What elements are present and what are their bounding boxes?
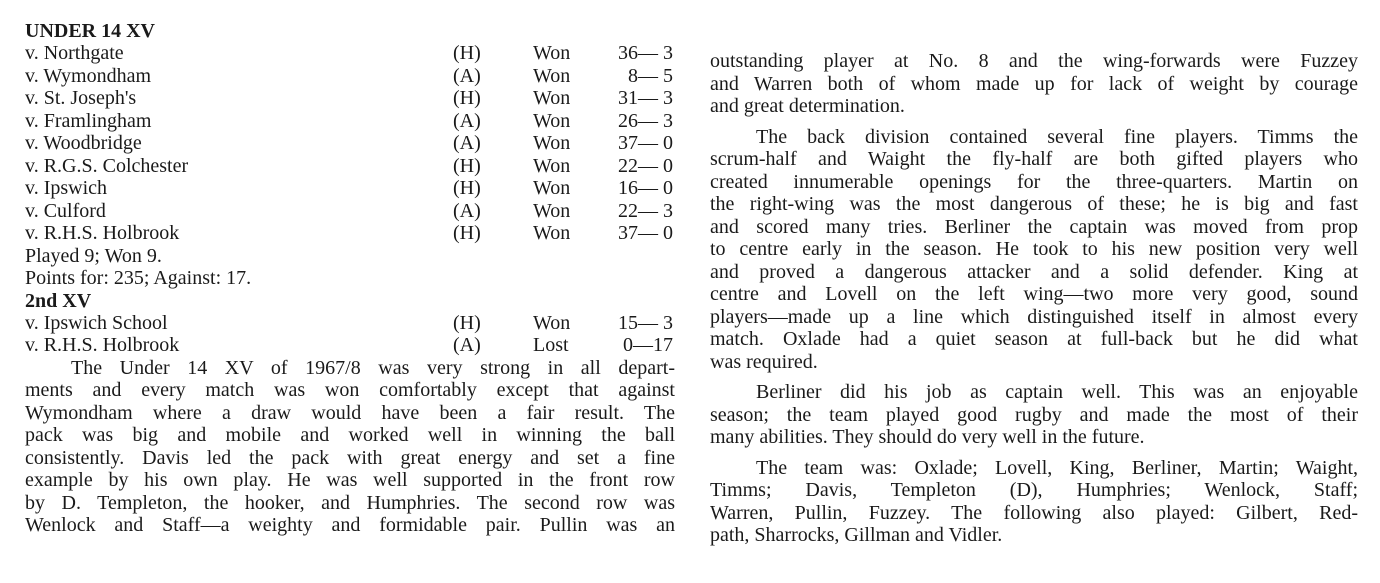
text-line: Wymondham where a draw would have been a fair result. The	[25, 401, 675, 424]
text-line: consistently. Davis led the pack with great energy and set a fine	[25, 446, 675, 469]
summary-points: Points for: 235; Against: 17.	[25, 267, 252, 289]
fixture-venue: (A)	[453, 64, 481, 87]
text-line: The back division contained several fine players. Timms the	[756, 125, 1358, 148]
report-paragraph	[710, 457, 1358, 547]
fixture-venue: (A)	[453, 334, 481, 356]
fixture-venue: (H)	[453, 154, 481, 177]
text-line: Warren, Pullin, Fuzzey. The following also played: Gilbert, Red-	[710, 501, 1358, 524]
fixture-row	[25, 334, 675, 357]
fixture-row	[25, 132, 675, 155]
text-line: the right-wing was the most dangerous of these; he is big and fast	[710, 193, 1358, 215]
fixture-score: 31— 3	[618, 87, 673, 109]
fixture-score: 36— 3	[618, 42, 673, 64]
text-line: pack was big and mobile and worked well in winning the ball	[25, 424, 675, 446]
text-line: scrum-half and Waight the fly-half are both gifted players who	[710, 148, 1358, 170]
report-paragraph	[710, 126, 1358, 374]
text-line: match. Oxlade had a quiet season at full-back but he did what	[710, 328, 1358, 350]
fixture-result: Won	[533, 154, 571, 177]
fixture-score: 26— 3	[618, 109, 673, 132]
fixture-score: 37— 0	[618, 222, 673, 244]
fixture-result: Lost	[533, 334, 569, 356]
fixture-score: 22— 3	[618, 199, 673, 222]
fixture-venue: (H)	[453, 42, 481, 64]
text-line: by D. Templeton, the hooker, and Humphries. The second row was	[25, 491, 675, 514]
text-line: many abilities. They should do very well in the future.	[710, 426, 1145, 448]
fixture-result: Won	[533, 42, 571, 64]
fixture-row	[25, 200, 675, 223]
fixture-venue: (A)	[453, 199, 481, 222]
fixture-row	[25, 42, 675, 65]
fixture-row	[25, 155, 675, 178]
fixture-opponent: v. Woodbridge	[25, 132, 142, 154]
fixture-result: Won	[533, 177, 571, 199]
fixture-row	[25, 177, 675, 200]
text-line: was required.	[710, 350, 818, 373]
text-line: ments and every match was won comfortably except that against	[25, 379, 675, 401]
fixture-result: Won	[533, 109, 571, 132]
under14-fixture-list	[25, 42, 675, 245]
fixture-score: 15— 3	[618, 311, 673, 334]
fixture-opponent: v. Framlingham	[25, 109, 152, 132]
text-line: centre and Lovell on the left wing—two more very good, sound	[710, 283, 1358, 305]
fixture-score: 16— 0	[618, 177, 673, 199]
fixture-row	[25, 87, 675, 110]
text-line: outstanding player at No. 8 and the wing-forwards were Fuzzey	[710, 50, 1358, 72]
fixture-row	[25, 110, 675, 133]
fixture-opponent: v. Northgate	[25, 42, 124, 64]
fixture-result: Won	[533, 199, 571, 222]
fixture-opponent: v. Ipswich School	[25, 311, 168, 334]
fixture-opponent: v. R.H.S. Holbrook	[25, 334, 180, 356]
right-column	[710, 50, 1358, 547]
fixture-row	[25, 312, 675, 335]
fixture-venue: (A)	[453, 109, 481, 132]
left-column	[25, 20, 675, 537]
fixture-score: 0—17	[623, 334, 673, 356]
text-line: and proved a dangerous attacker and a solid defender. King at	[710, 260, 1358, 283]
report-paragraph	[25, 357, 675, 537]
fixture-venue: (H)	[453, 87, 481, 109]
summary-played: Played 9; Won 9.	[25, 244, 162, 267]
fixture-result: Won	[533, 222, 571, 244]
fixture-venue: (H)	[453, 311, 481, 334]
text-line: and scored many tries. Berliner the captain was moved from prop	[710, 215, 1358, 238]
text-line: and Warren both of whom made up for lack of weight by courage	[710, 72, 1358, 95]
text-line: path, Sharrocks, Gillman and Vidler.	[710, 524, 1003, 546]
text-line: The Under 14 XV of 1967/8 was very strong in all depart-	[71, 356, 675, 379]
text-line: Timms; Davis, Templeton (D), Humphries; Wenlock, Staff;	[710, 479, 1358, 501]
report-paragraph	[710, 50, 1358, 118]
text-line: season; the team played good rugby and made the most of their	[710, 403, 1358, 426]
text-line: players—made up a line which distinguished itself in almost every	[710, 305, 1358, 328]
fixture-opponent: v. Culford	[25, 199, 106, 222]
fixture-result: Won	[533, 87, 571, 109]
fixture-row	[25, 65, 675, 88]
fixture-result: Won	[533, 311, 571, 334]
text-line: to centre early in the season. He took to his new position very well	[710, 238, 1358, 260]
fixture-venue: (H)	[453, 177, 481, 199]
fixture-row	[25, 222, 675, 245]
fixture-score: 8— 5	[628, 64, 673, 87]
fixture-venue: (A)	[453, 132, 481, 154]
text-line: and great determination.	[710, 95, 905, 117]
fixture-opponent: v. R.G.S. Colchester	[25, 154, 189, 177]
fixture-score: 37— 0	[618, 132, 673, 154]
fixture-result: Won	[533, 64, 571, 87]
fixture-opponent: v. St. Joseph's	[25, 87, 137, 109]
second-xv-heading: 2nd XV	[25, 289, 92, 312]
fixture-result: Won	[533, 132, 571, 154]
fixture-opponent: v. Ipswich	[25, 177, 108, 199]
text-line: The team was: Oxlade; Lovell, King, Berliner, Martin; Waight,	[756, 456, 1358, 479]
text-line: example by his own play. He was well supported in the front row	[25, 469, 675, 491]
fixture-score: 22— 0	[618, 154, 673, 177]
text-line: created innumerable openings for the three-quarters. Martin on	[710, 170, 1358, 193]
report-paragraph	[710, 381, 1358, 449]
text-line: Berliner did his job as captain well. This was an enjoyable	[756, 381, 1358, 403]
fixture-opponent: v. R.H.S. Holbrook	[25, 222, 180, 244]
text-line: Wenlock and Staff—a weighty and formidable pair. Pullin was an	[25, 514, 675, 536]
fixture-venue: (H)	[453, 222, 481, 244]
second-xv-fixture-list	[25, 312, 675, 357]
fixture-opponent: v. Wymondham	[25, 64, 152, 87]
under14-heading: UNDER 14 XV	[25, 20, 155, 42]
